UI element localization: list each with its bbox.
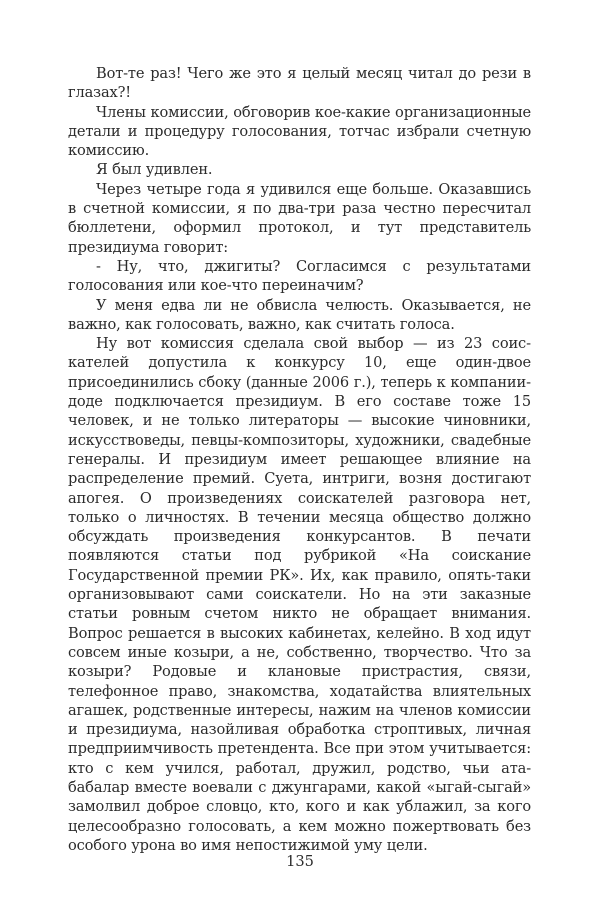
paragraph: Вот-те раз! Чего же это я целый месяц читал до рези в глазах?! — [68, 65, 531, 102]
paragraph: У меня едва ли не обвисла челюсть. Оказывается, не важно, как голосовать, важно, как считать голоса. — [68, 296, 531, 333]
page-body — [68, 64, 531, 855]
paragraph: Члены комиссии, обговорив кое-какие организационные детали и процедуру голосования, тотчас избрали счетную комиссию. — [68, 103, 531, 160]
dialogue-paragraph: - Ну, что, джигиты? Согласимся с результатами голосования или кое-что переиначим? — [68, 257, 531, 295]
paragraph: Я был удивлен. — [96, 161, 213, 179]
paragraph: Ну вот комиссия сделала свой выбор — из 23 соискателей допустила к конкурсу 10, еще один-двое присоединились сбоку (данные 2006 г.), теперь к компаниидоде подключается президиум. В его составе тоже 15 человек, и не только литераторы — высокие чиновники, искусствоведы, певцы-композиторы, художники, свадебные генералы. И президиум имеет решающее влияние на распределение премий. Суета, интриги, возня достигают апогея. О произведениях соискателей разговора нет, только о личностях. В течении месяца общество должно обсуждать произведения конкурсантов. В печати появляются статьи под рубрикой «На соискание Государственной премии РК». Их, как правило, опять-таки организовывают сами соискатели. Но на эти заказные статьи ровным счетом никто не обращает внимания. Вопрос решается в высоких кабинетах, келейно. В ход идут совсем иные козыри, а не, собственно, творчество. Что за козыри? Родовые и клановые пристрастия, связи, телефонное право, знакомства, ходатайства влиятельных агашек, родственные интересы, нажим на членов комиссии и президиума, назойливая обработка строптивых, личная предприимчивость претендента. Все при этом учитывается: кто с кем учился, работал, дружил, родство, чьи ата-бабалар вместе воевали с джунгарами, какой «ыгай-сыгай» замолвил доброе словцо, кто, кого и как ублажил, за кого целесообразно голосовать, а кем можно пожертвовать без особого урона во имя непостижимой уму цели. — [68, 335, 531, 854]
page-number: 135 — [286, 853, 314, 870]
paragraph: Через четыре года я удивился еще больше. Оказавшись в счетной комиссии, я по два-три раза честно пересчитал бюллетени, оформил протокол, и тут представитель президиума говорит: — [68, 180, 531, 256]
